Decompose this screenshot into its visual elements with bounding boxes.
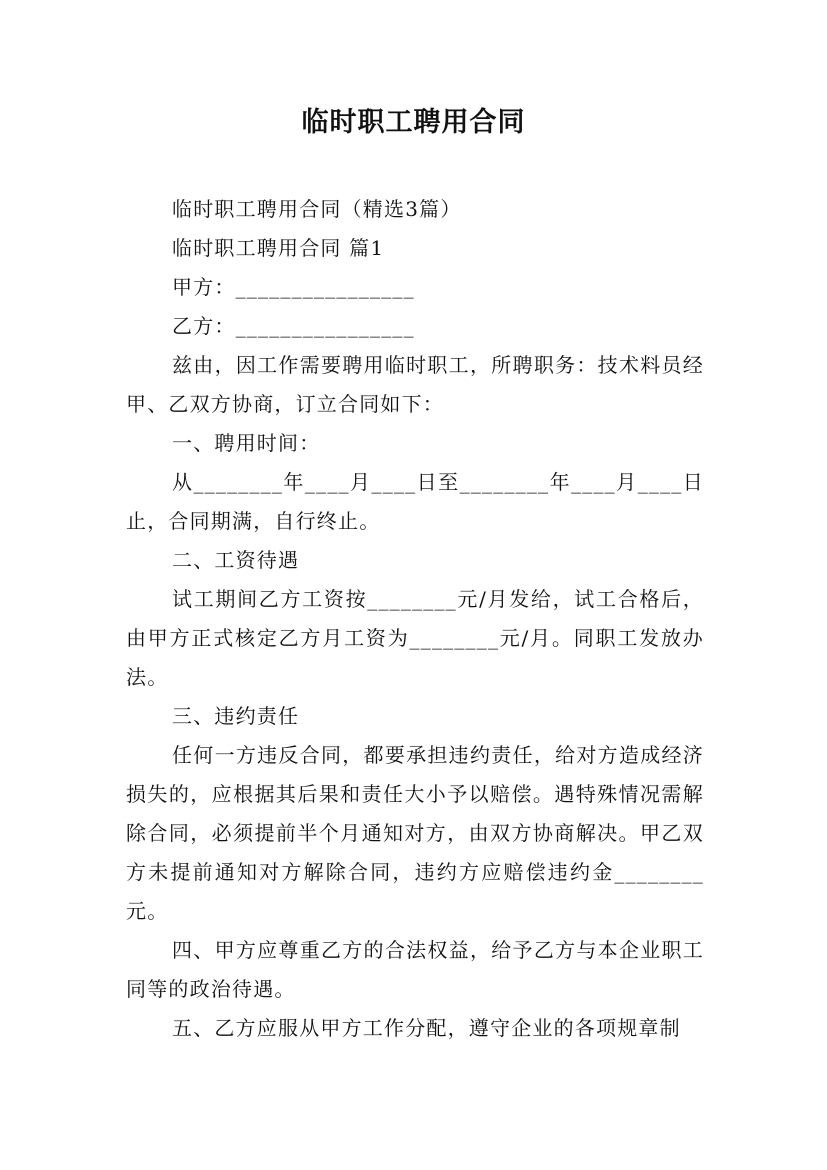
section-heading-breach: 三、违约责任 xyxy=(172,704,300,728)
document-title: 临时职工聘用合同 xyxy=(301,107,526,138)
paragraph-intro: 兹由，因工作需要聘用临时职工，所聘职务：技术料员经甲、乙双方协商，订立合同如下： xyxy=(126,353,704,416)
section-heading-salary: 二、工资待遇 xyxy=(172,548,300,572)
paragraph-party-b: 乙方：________________ xyxy=(172,314,415,338)
paragraph-party-a: 甲方：________________ xyxy=(172,275,415,299)
paragraph-term: 从________年____月____日至________年____月____日止，合同期满，自行终止。 xyxy=(126,470,704,533)
paragraph-salary: 试工期间乙方工资按________元/月发给，试工合格后，由甲方正式核定乙方月工资为________元/月。同职工发放办法。 xyxy=(126,587,704,689)
paragraph-subtitle: 临时职工聘用合同（精选3篇） xyxy=(172,197,462,221)
document-body xyxy=(126,190,704,1048)
paragraph-clause-five: 五、乙方应服从甲方工作分配，遵守企业的各项规章制 xyxy=(172,1016,681,1040)
paragraph-clause-four: 四、甲方应尊重乙方的合法权益，给予乙方与本企业职工同等的政治待遇。 xyxy=(126,938,704,1001)
paragraph-part-heading: 临时职工聘用合同 篇1 xyxy=(172,236,385,260)
paragraph-breach: 任何一方违反合同，都要承担违约责任，给对方造成经济损失的，应根据其后果和责任大小予以赔偿。遇特殊情况需解除合同，必须提前半个月通知对方，由双方协商解决。甲乙双方未提前通知对方解除合同，违约方应赔偿违约金________元。 xyxy=(126,743,704,923)
section-heading-term: 一、聘用时间： xyxy=(172,431,321,455)
